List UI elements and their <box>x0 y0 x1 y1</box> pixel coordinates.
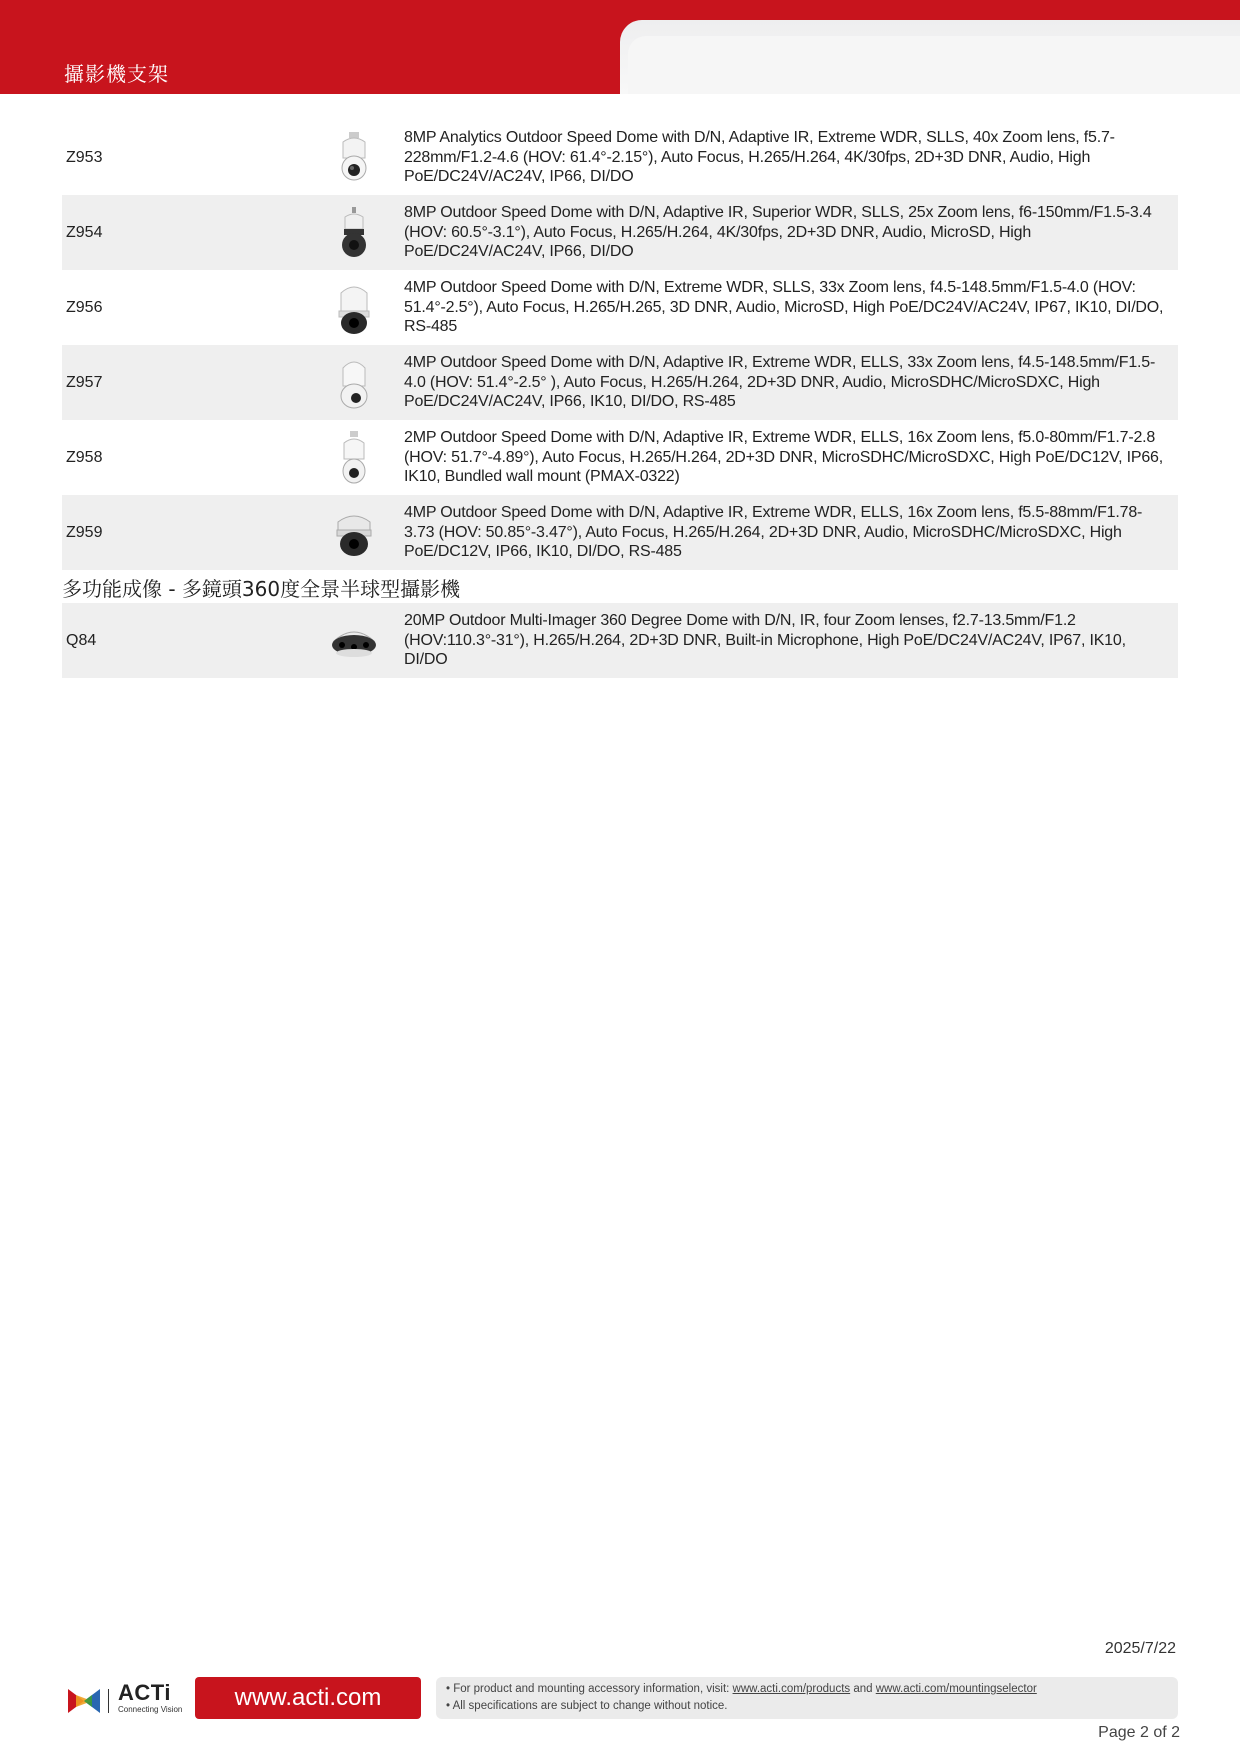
page-number: Page 2 of 2 <box>1098 1724 1180 1741</box>
camera-thumbnail <box>316 270 392 345</box>
model-name: Z956 <box>66 298 103 316</box>
speed-dome-camera-icon <box>334 508 374 558</box>
speed-dome-camera-icon <box>336 356 372 410</box>
mountingselector-link[interactable]: www.acti.com/mountingselector <box>875 1683 1037 1695</box>
model-description: 4MP Outdoor Speed Dome with D/N, Adaptive IR, Extreme WDR, ELLS, 33x Zoom lens, f4.5-148.5mm/F1.5-4.0 (HOV: 51.4°-2.5° ), Auto Focus, H.265/H.264, 2D+3D DNR, Audio, MicroSDHC/MicroSDXC, High PoE/DC24V/AC24V, IP66, IK10, DI/DO, RS-485 <box>404 354 1156 411</box>
section-heading: 多功能成像 - 多鏡頭360度全景半球型攝影機 <box>62 573 1178 607</box>
product-table <box>62 120 1178 570</box>
table-row <box>62 420 1178 495</box>
header-tab-inner <box>628 36 1240 94</box>
model-name: Z959 <box>66 523 103 541</box>
model-description: 4MP Outdoor Speed Dome with D/N, Adaptive IR, Extreme WDR, ELLS, 16x Zoom lens, f5.5-88mm/F1.78-3.73 (HOV: 50.85°-3.47°), Auto Focus, H.265/H.264, 2D+3D DNR, Audio, MicroSDHC/MicroSDXC, High PoE/DC12V, IP66, IK10, DI/DO, RS-485 <box>404 504 1143 561</box>
table-row <box>62 495 1178 570</box>
model-description: 4MP Outdoor Speed Dome with D/N, Extreme WDR, SLLS, 33x Zoom lens, f4.5-148.5mm/F1.5-4.0 (HOV: 51.4°-2.5°), Auto Focus, H.265/H.265, 3D DNR, Audio, MicroSD, High PoE/DC24V/AC24V, IP67, IK10, DI/DO, RS-485 <box>404 279 1164 336</box>
model-description: 8MP Analytics Outdoor Speed Dome with D/N, Adaptive IR, Extreme WDR, SLLS, 40x Zoom lens, f5.7-228mm/F1.2-4.6 (HOV: 61.4°-2.15°), Auto Focus, H.265/H.264, 4K/30fps, 2D+3D DNR, Audio, High PoE/DC24V/AC24V, IP66, DI/DO <box>404 129 1115 186</box>
page-title: 攝影機支架 <box>64 62 169 86</box>
camera-thumbnail <box>316 345 392 420</box>
model-description: 2MP Outdoor Speed Dome with D/N, Adaptive IR, Extreme WDR, ELLS, 16x Zoom lens, f5.0-80mm/F1.7-2.8 (HOV: 51.7°-4.89°), Auto Focus, H.265/H.264, 2D+3D DNR, MicroSDHC/MicroSDXC, High PoE/DC12V, IP66, IK10, Bundled wall mount (PMAX-0322) <box>404 429 1163 486</box>
speed-dome-camera-icon <box>337 132 371 184</box>
table-row <box>62 603 1178 678</box>
camera-thumbnail <box>316 495 392 570</box>
product-table-multi-imager <box>62 603 1178 678</box>
model-name: Z954 <box>66 223 103 241</box>
info-line-1: • For product and mounting accessory information, visit: www.acti.com/products and www.acti.com/mountingselector <box>446 1683 1037 1695</box>
model-name: Z957 <box>66 373 103 391</box>
model-name: Z958 <box>66 448 103 466</box>
brand-name: ACTi <box>118 1680 171 1705</box>
camera-thumbnail <box>316 420 392 495</box>
table-row <box>62 195 1178 270</box>
table-row <box>62 345 1178 420</box>
camera-thumbnail <box>316 603 392 678</box>
camera-thumbnail <box>316 195 392 270</box>
speed-dome-camera-icon <box>338 431 370 485</box>
speed-dome-camera-icon <box>337 207 371 259</box>
website-link[interactable]: www.acti.com <box>195 1677 421 1719</box>
products-link[interactable]: www.acti.com/products <box>732 1683 851 1695</box>
speed-dome-camera-icon <box>335 281 373 335</box>
table-row <box>62 270 1178 345</box>
print-date: 2025/7/22 <box>1104 1640 1176 1657</box>
camera-thumbnail <box>316 120 392 195</box>
model-description: 20MP Outdoor Multi-Imager 360 Degree Dome with D/N, IR, four Zoom lenses, f2.7-13.5mm/F1.2 (HOV:110.3°-31°), H.265/H.264, 2D+3D DNR, Built-in Microphone, High PoE/DC24V/AC24V, IP67, IK10, DI/DO <box>404 612 1126 669</box>
table-row <box>62 120 1178 195</box>
brand-tagline: Connecting Vision <box>118 1705 183 1714</box>
model-name: Q84 <box>66 631 97 649</box>
info-line-2: • All specifications are subject to change without notice. <box>446 1700 728 1712</box>
info-box <box>436 1677 1178 1719</box>
model-description: 8MP Outdoor Speed Dome with D/N, Adaptive IR, Superior WDR, SLLS, 25x Zoom lens, f6-150mm/F1.5-3.4 (HOV: 60.5°-3.1°), Auto Focus, H.265/H.264, 4K/30fps, 2D+3D DNR, Audio, MicroSD, High PoE/DC24V/AC24V, IP66, DI/DO <box>404 204 1152 261</box>
multi-imager-dome-icon <box>330 623 378 659</box>
model-name: Z953 <box>66 148 103 166</box>
